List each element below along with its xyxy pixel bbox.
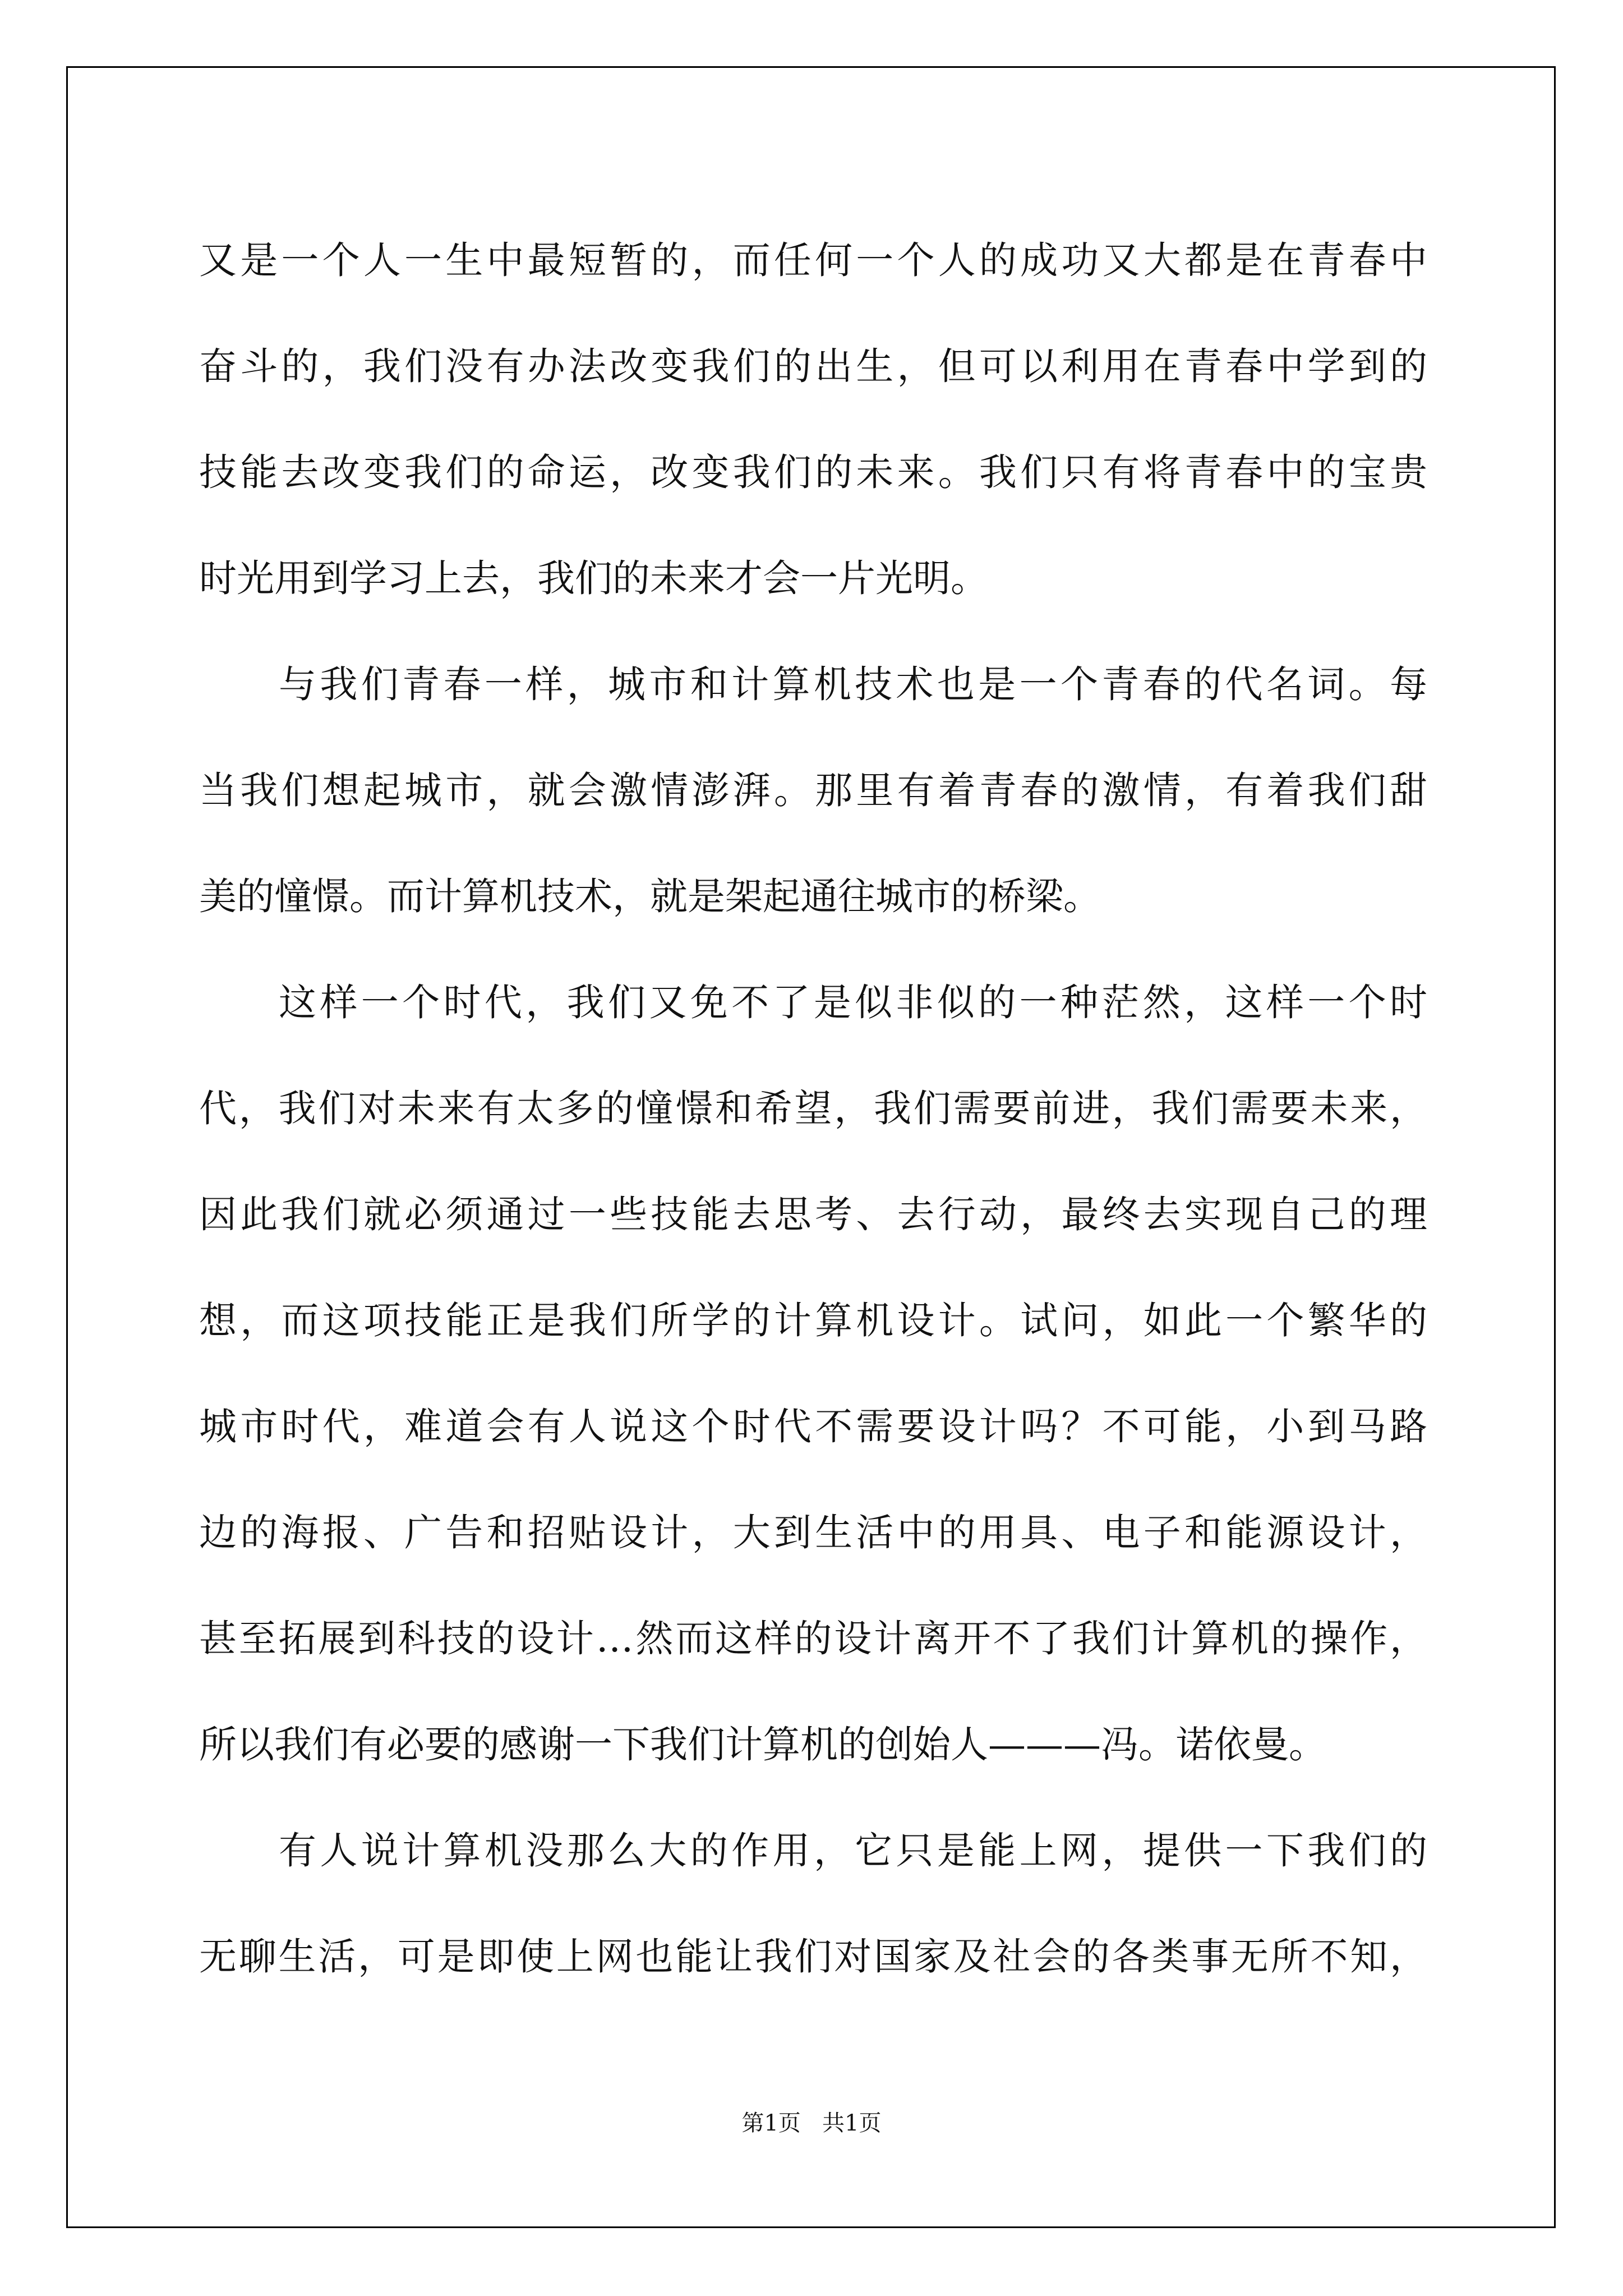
paragraph-1-line: 时光用到学习上去，我们的未来才会一片光明。: [199, 556, 988, 600]
paragraph-3-line: 所以我们有必要的感谢一下我们计算机的创始人———冯。诺依曼。: [199, 1723, 1326, 1766]
paragraph-1-line: 技能去改变我们的命运，改变我们的未来。我们只有将青春中的宝贵: [199, 450, 1427, 494]
paragraph-3-line: 城市时代，难道会有人说这个时代不需要设计吗？不可能，小到马路: [199, 1405, 1427, 1448]
paragraph-2-line: 美的憧憬。而计算机技术，就是架起通往城市的桥梁。: [199, 875, 1101, 918]
paragraph-2-line: 与我们青春一样，城市和计算机技术也是一个青春的代名词。每: [279, 662, 1427, 706]
paragraph-3-line: 想，而这项技能正是我们所学的计算机设计。试问，如此一个繁华的: [199, 1299, 1427, 1342]
paragraph-3-line: 因此我们就必须通过一些技能去思考、去行动，最终去实现自己的理: [199, 1193, 1427, 1236]
paragraph-3-line: 这样一个时代，我们又免不了是似非似的一种茫然，这样一个时: [279, 981, 1427, 1024]
paragraph-3-line: 甚至拓展到科技的设计…然而这样的设计离开不了我们计算机的操作，: [199, 1617, 1427, 1660]
paragraph-4-line: 无聊生活，可是即使上网也能让我们对国家及社会的各类事无所不知，: [199, 1935, 1427, 1978]
paragraph-4-line: 有人说计算机没那么大的作用，它只是能上网，提供一下我们的: [279, 1829, 1427, 1872]
paragraph-1-line: 奋斗的，我们没有办法改变我们的出生，但可以利用在青春中学到的: [199, 344, 1427, 388]
paragraph-3-line: 边的海报、广告和招贴设计，大到生活中的用具、电子和能源设计，: [199, 1511, 1427, 1554]
page-footer: 第1页 共1页: [741, 2110, 882, 2136]
paragraph-3-line: 代，我们对未来有太多的憧憬和希望，我们需要前进，我们需要未来，: [199, 1087, 1427, 1130]
paragraph-1-line: 又是一个人一生中最短暂的，而任何一个人的成功又大都是在青春中: [199, 238, 1427, 282]
paragraph-2-line: 当我们想起城市，就会激情澎湃。那里有着青春的激情，有着我们甜: [199, 769, 1427, 812]
document-body: [199, 208, 1427, 2010]
